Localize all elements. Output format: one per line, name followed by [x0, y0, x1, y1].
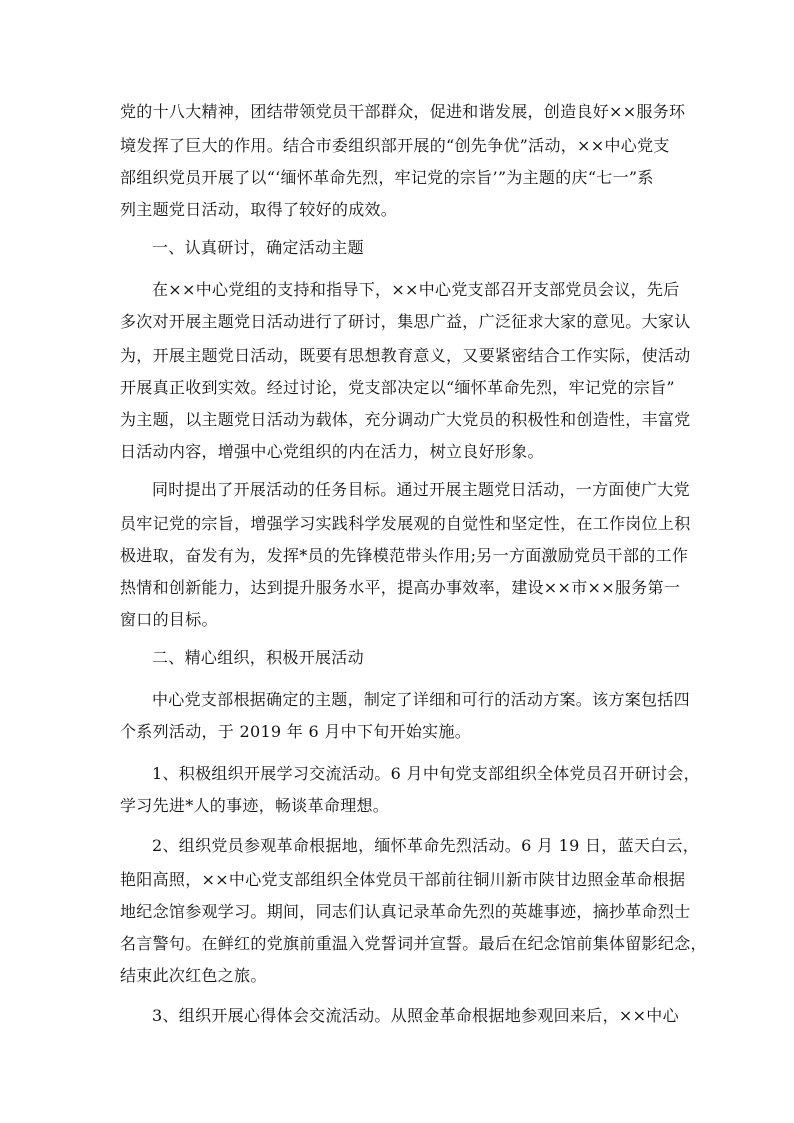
text-line: 部组织党员开展了以“‘缅怀革命先烈，牢记党的宗旨’”为主题的庆“七一”系 — [120, 168, 654, 187]
text-line: 地纪念馆参观学习。期间，同志们认真记录革命先烈的英雄事迹，摘抄革命烈士 — [120, 902, 691, 921]
text-line: 1、积极组织开展学习交流活动。6 月中旬党支部组织全体党员召开研讨会， — [152, 764, 700, 783]
text-line: 结束此次红色之旅。 — [120, 966, 267, 985]
section-heading: 一、认真研讨，确定活动主题 — [152, 238, 364, 257]
text-line: 党的十八大精神，团结带领党员干部群众，促进和谐发展，创造良好××服务环 — [120, 102, 686, 121]
text-line: 开展真正收到实效。经过讨论，党支部决定以“缅怀革命先烈，牢记党的宗旨” — [120, 378, 675, 397]
text-line: 在××中心党组的支持和指导下，××中心党支部召开支部党员会议，先后 — [152, 280, 680, 299]
text-line: 3、组织开展心得体会交流活动。从照金革命根据地参观回来后，××中心 — [152, 1006, 679, 1025]
text-line: 2、组织党员参观革命根据地，缅怀革命先烈活动。6 月 19 日，蓝天白云， — [152, 836, 700, 855]
text-line: 窗口的目标。 — [120, 610, 218, 629]
text-line: 为，开展主题党日活动，既要有思想教育意义，又要紧密结合工作实际，使活动 — [120, 346, 691, 365]
text-line: 为主题，以主题党日活动为载体，充分调动广大党员的积极性和创造性，丰富党 — [120, 410, 691, 429]
text-line: 中心党支部根据确定的主题，制定了详细和可行的活动方案。该方案包括四 — [152, 690, 690, 709]
text-line: 日活动内容，增强中心党组织的内在活力，树立良好形象。 — [120, 442, 544, 461]
text-line: 多次对开展主题党日活动进行了研讨，集思广益，广泛征求大家的意见。大家认 — [120, 312, 691, 331]
text-line: 员牢记党的宗旨，增强学习实践科学发展观的自觉性和坚定性，在工作岗位上积 — [120, 514, 691, 533]
text-line: 热情和创新能力，达到提升服务水平，提高办事效率，建设××市××服务第一 — [120, 578, 681, 597]
text-line: 极进取，奋发有为，发挥*员的先锋模范带头作用;另一方面激励党员干部的工作 — [120, 546, 689, 565]
text-line: 艳阳高照，××中心党支部组织全体党员干部前往铜川新市陕甘边照金革命根据 — [120, 870, 686, 889]
text-line: 个系列活动，于 2019 年 6 月中下旬开始实施。 — [120, 722, 472, 741]
text-line: 列主题党日活动，取得了较好的成效。 — [120, 200, 398, 219]
text-line: 境发挥了巨大的作用。结合市委组织部开展的“创先争优”活动，××中心党支 — [120, 136, 670, 155]
section-heading: 二、精心组织，积极开展活动 — [152, 648, 364, 667]
text-line: 同时提出了开展活动的任务目标。通过开展主题党日活动，一方面使广大党 — [152, 480, 690, 499]
text-line: 名言警句。在鲜红的党旗前重温入党誓词并宣誓。最后在纪念馆前集体留影纪念， — [120, 934, 707, 953]
text-line: 学习先进*人的事迹，畅谈革命理想。 — [120, 796, 390, 815]
